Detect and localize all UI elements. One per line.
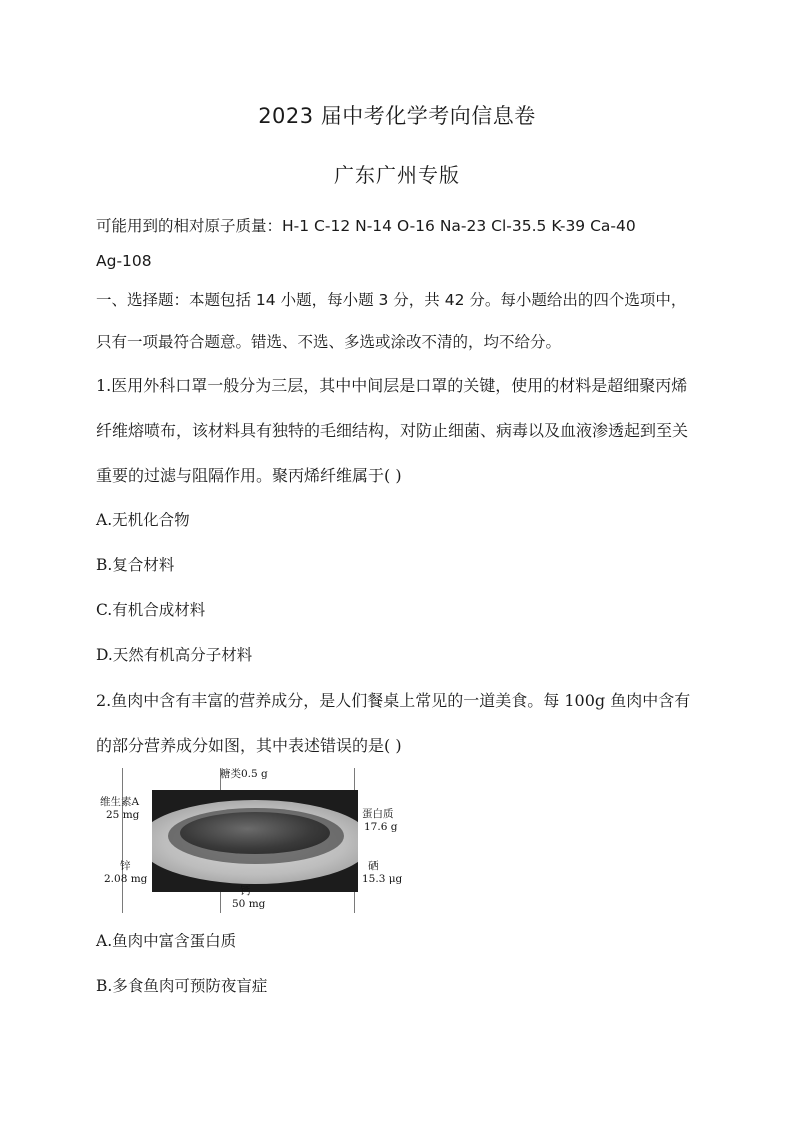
question-2-line-1: 2.鱼肉中含有丰富的营养成分，是人们餐桌上常见的一道美食。每 100g 鱼肉中含有 [96, 691, 691, 710]
label-selenium-value: 15.3 μg [362, 873, 403, 885]
steamed-fish [180, 812, 330, 854]
label-calcium-value: 50 mg [232, 898, 266, 910]
question-2-option-b: B.多食鱼肉可预防夜盲症 [96, 977, 268, 995]
question-1-option-d: D.天然有机高分子材料 [96, 646, 253, 664]
label-vitamin-a-value: 25 mg [106, 809, 140, 821]
question-1-line-2: 纤维熔喷布，该材料具有独特的毛细结构，对防止细菌、病毒以及血液渗透起到至关 [96, 421, 689, 440]
label-zinc-name: 锌 [120, 860, 131, 872]
exam-title: 2023 届中考化学考向信息卷 [258, 104, 536, 128]
section-instruction-line-1: 一、选择题：本题包括 14 小题，每小题 3 分，共 42 分。每小题给出的四个选项中， [96, 291, 687, 309]
label-selenium-name: 硒 [368, 860, 379, 872]
figure-guide-line-left [122, 768, 123, 913]
label-protein-name: 蛋白质 [362, 808, 394, 820]
question-1-line-3: 重要的过滤与阻隔作用。聚丙烯纤维属于( ) [96, 466, 402, 485]
label-calcium-name: 钙 [240, 885, 251, 897]
question-2-option-a: A.鱼肉中富含蛋白质 [96, 932, 237, 950]
atomic-mass-line-2: Ag-108 [96, 252, 152, 270]
question-1-option-b: B.复合材料 [96, 556, 175, 574]
fish-plate-photo [152, 790, 358, 892]
section-instruction-line-2: 只有一项最符合题意。错选、不选、多选或涂改不清的，均不给分。 [96, 333, 562, 351]
question-2-line-2: 的部分营养成分如图，其中表述错误的是( ) [96, 736, 402, 755]
exam-subtitle: 广东广州专版 [334, 163, 460, 187]
question-1-option-c: C.有机合成材料 [96, 601, 206, 619]
question-1-line-1: 1.医用外科口罩一般分为三层，其中中间层是口罩的关键，使用的材料是超细聚丙烯 [96, 376, 688, 395]
fish-nutrition-figure [100, 768, 403, 913]
label-protein-value: 17.6 g [364, 821, 398, 833]
label-vitamin-a-name: 维生素A [100, 796, 140, 808]
question-1-option-a: A.无机化合物 [96, 511, 190, 529]
label-sugar: 糖类0.5 g [220, 768, 268, 780]
label-zinc-value: 2.08 mg [104, 873, 148, 885]
atomic-mass-line-1: 可能用到的相对原子质量：H-1 C-12 N-14 O-16 Na-23 Cl-35.5 K-39 Ca-40 [96, 217, 636, 235]
